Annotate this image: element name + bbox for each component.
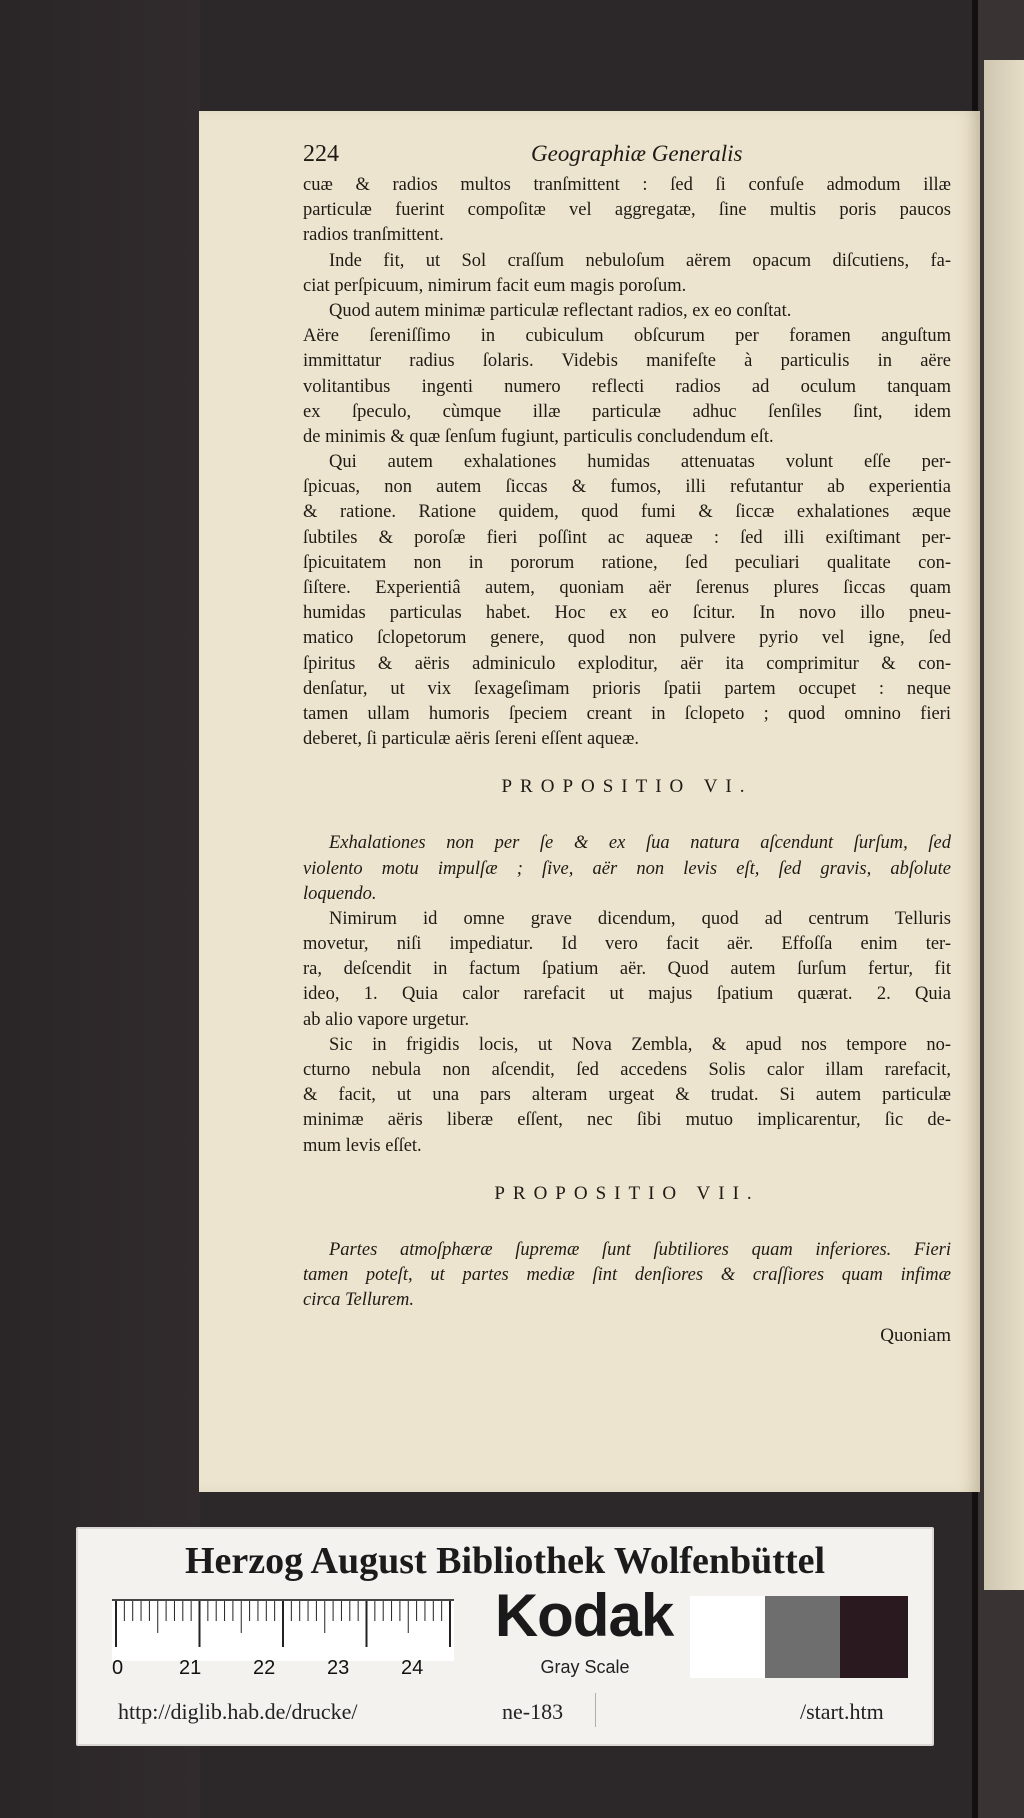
text-block-b [303,907,951,1159]
text-line: volitantibus ingenti numero reflecti radios ad oculum tanquam [303,376,951,397]
text-line: ſpiritus & aëris adminiculo exploditur, aër ita comprimitur & con- [303,653,951,674]
text-line: minimæ aëris liberæ eſſent, nec ſibi mutuo implicarentur, ſic de- [303,1110,951,1131]
next-page-edge [984,60,1024,1590]
text-line: Qui autem exhalationes humidas attenuatas volunt eſſe per- [329,452,951,473]
page-text [303,141,951,1349]
text-line: circa Tellurem. [303,1290,414,1311]
text-line: Partes atmoſphæræ ſupremæ ſunt ſubtiliores quam inferiores. Fieri [329,1239,951,1260]
text-line: Nimirum id omne grave dicendum, quod ad centrum Telluris [329,908,951,929]
swatch-white [690,1596,765,1678]
text-line: ideo, 1. Quia calor rarefacit ut majus ſpatium quærat. 2. Quia [303,984,951,1005]
ruler-label-21: 21 [179,1657,202,1679]
text-line: Sic in frigidis locis, ut Nova Zembla, & apud nos tempore no- [329,1034,951,1055]
url-left: http://diglib.hab.de/drucke/ [118,1699,358,1724]
text-line: ſiſtere. Experientiâ autem, quoniam aër ſerenus plures ſiccas quam [303,578,951,598]
text-line: Quod autem minimæ particulæ reflectant radios, ex eo conſtat. [329,300,792,321]
ruler-label-24: 24 [401,1657,424,1679]
proposition-7-heading: PROPOSITIO VII. [494,1182,760,1204]
text-line: radios tranſmittent. [303,225,444,246]
running-title: Geographiæ Generalis [531,141,743,166]
scale-ruler [112,1599,454,1661]
text-line: ab alio vapore urgetur. [303,1009,470,1030]
text-line: immittatur radius ſolaris. Videbis manifeſte à particulis in aëre [303,351,951,372]
text-line: humidas particulas habet. Hoc ex eo ſcitur. In novo illo pneu- [303,603,951,624]
text-line: denſatur, ut vix ſexageſimam prioris ſpatii partem occupet : neque [303,678,951,699]
running-head [303,141,951,173]
proposition-6-heading: PROPOSITIO VI. [501,776,753,798]
text-line: Inde fit, ut Sol craſſum nebuloſum aërem opacum diſcutiens, fa- [329,250,951,271]
text-line: mum levis eſſet. [303,1135,422,1156]
url-right: /start.htm [800,1699,884,1724]
page-number: 224 [303,141,339,167]
text-line: & facit, ut una pars alteram urgeat & trudat. Si autem particulæ [303,1085,951,1106]
text-line: tamen ullam humoris ſpeciem creant in ſclopeto ; quod omnino fieri [303,703,951,724]
url-mid: ne-183 [502,1699,564,1724]
text-line: Aëre ſereniſſimo in cubiculum obſcurum per foramen anguſtum [303,326,951,347]
ruler-label-23: 23 [327,1657,350,1679]
text-line: ciat perſpicuum, nimirum facit eum magis poroſum. [303,275,687,296]
text-line: matico ſclopetorum genere, quod non pulvere pyrio vel igne, ſed [303,628,951,649]
text-line: tamen poteſt, ut partes mediæ ſint denſiores & craſſiores quam infimæ [303,1264,951,1285]
library-target-card [76,1527,934,1746]
text-line: & ratione. Ratione quidem, quod fumi & ſiccæ exhalationes æque [303,502,951,523]
swatch-gray [765,1596,840,1678]
text-line: movetur, niſi impediatur. Id vero facit aër. Effoſſa enim ter- [303,934,951,955]
text-line: loquendo. [303,883,377,904]
proposition-6-statement [303,831,951,907]
kodak-logo: Kodak [494,1582,674,1649]
gray-scale-label: Gray Scale [540,1657,630,1677]
catchword: Quoniam [880,1325,951,1347]
text-line: deberet, ſi particulæ aëris ſereni eſſent aqueæ. [303,729,639,750]
text-line: Exhalationes non per ſe & ex ſua natura aſcendunt ſurſum, ſed [329,833,951,854]
ruler-label-22: 22 [253,1657,276,1679]
text-line: de minimis & quæ ſenſum fugiunt, particulis concludendum eſt. [303,426,774,447]
url-separator [595,1693,596,1727]
text-line: ſubtiles & poroſæ fieri poſſint ac aqueæ : ſed illi exiſtimant per- [303,527,951,548]
book-page [199,111,980,1492]
text-line: ra, deſcendit in factum ſpatium aër. Quod autem ſurſum fertur, fit [303,959,951,980]
text-line: ſpicuas, non autem ſiccas & fumos, illi refutantur ab experientia [303,477,951,498]
text-line: ex ſpeculo, cùmque illæ particulæ adhuc ſenſiles ſint, idem [303,401,951,422]
ruler-label-0: 0 [112,1657,124,1679]
text-line: ſpicuitatem non in pororum ratione, ſed peculiari qualitate con- [303,552,951,573]
text-block-a [303,173,951,752]
swatch-black [840,1596,908,1678]
text-line: violento motu impulſæ ; ſive, aër non levis eſt, ſed gravis, abſolute [303,858,951,879]
text-line: particulæ fuerint compoſitæ vel aggregatæ, ſine multis poris paucos [303,200,951,221]
proposition-7-statement [303,1238,951,1314]
text-line: cuæ & radios multos tranſmittent : ſed ſi confuſe admodum illæ [303,175,951,195]
ruler-ticks [112,1601,454,1661]
library-title: Herzog August Bibliothek Wolfenbüttel [184,1540,826,1582]
text-line: cturno nebula non aſcendit, ſed accedens Solis calor illam rarefacit, [303,1060,951,1080]
